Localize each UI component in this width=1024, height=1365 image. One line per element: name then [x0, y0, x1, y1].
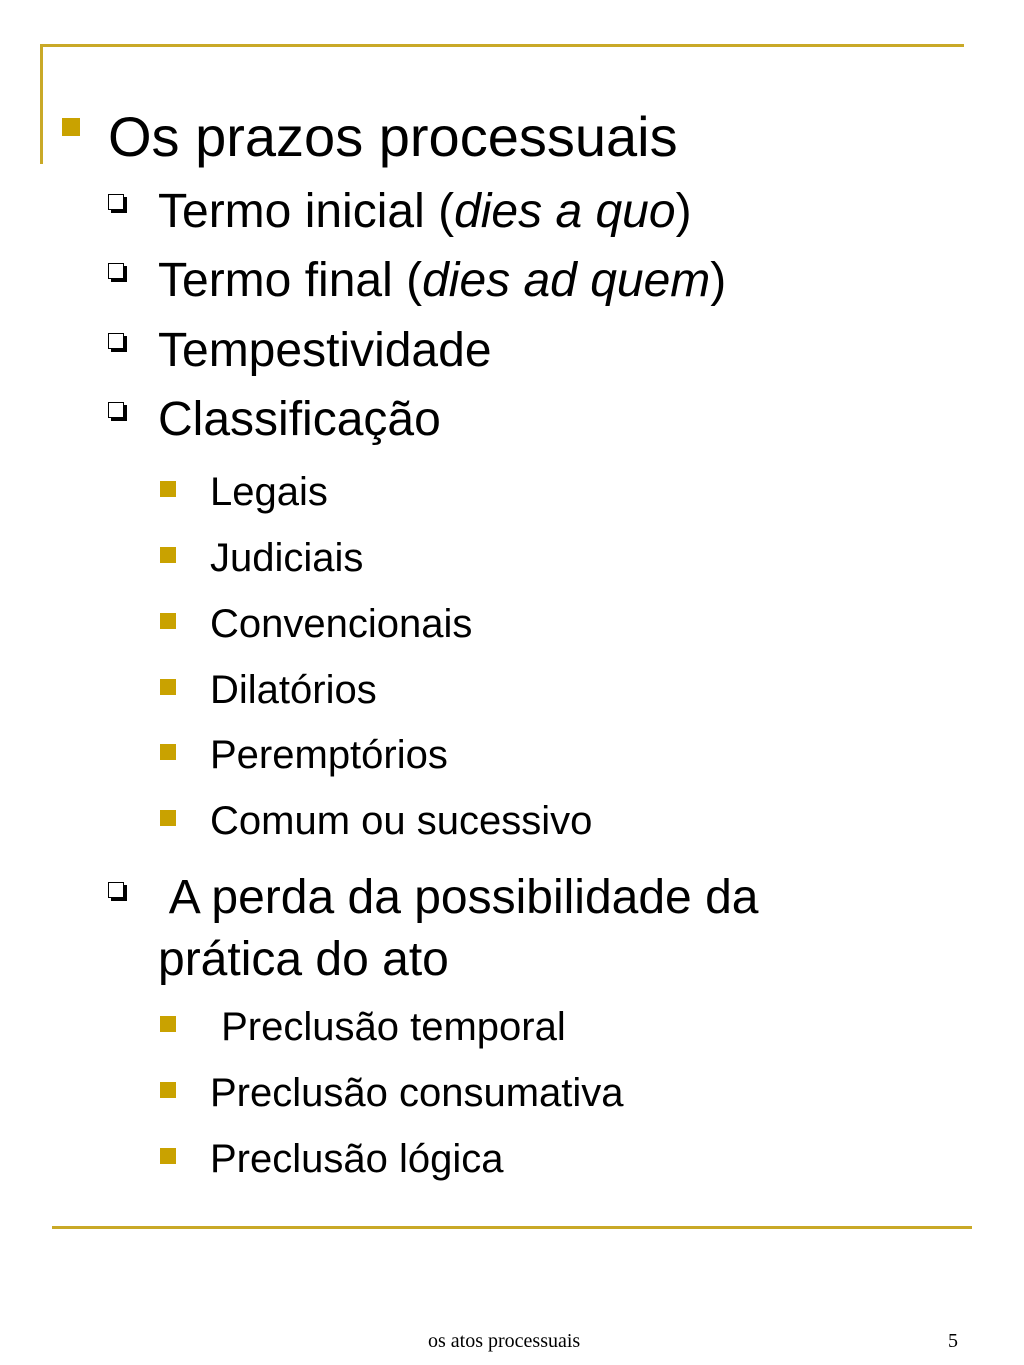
square-bullet-icon: [160, 547, 176, 563]
hollow-square-bullet-icon: [108, 882, 124, 898]
item-termo-final: [158, 253, 726, 308]
hollow-square-bullet-icon: [108, 194, 124, 210]
list-item: Dilatórios: [210, 668, 377, 712]
square-bullet-icon: [160, 1148, 176, 1164]
square-bullet-icon: [160, 744, 176, 760]
item-italic: dies ad quem: [422, 254, 711, 307]
hollow-square-bullet-icon: [108, 263, 124, 279]
square-bullet-icon: [160, 679, 176, 695]
hollow-square-bullet-icon: [108, 402, 124, 418]
item-close: ): [675, 185, 692, 238]
square-bullet-icon: [62, 118, 80, 136]
item-text: Termo inicial (: [158, 185, 455, 238]
slide-heading: Os prazos processuais: [108, 105, 678, 168]
item-close: ): [710, 254, 727, 307]
footer-title: os atos processuais: [428, 1330, 581, 1352]
hollow-square-bullet-icon: [108, 333, 124, 349]
item-perda-line2: prática do ato: [158, 933, 449, 986]
left-rule: [40, 44, 43, 164]
square-bullet-icon: [160, 1082, 176, 1098]
item-termo-inicial: [158, 184, 692, 239]
item-classificacao: Classificação: [158, 393, 441, 446]
square-bullet-icon: [160, 810, 176, 826]
square-bullet-icon: [160, 481, 176, 497]
page-number: 5: [948, 1330, 958, 1352]
list-item: Legais: [210, 470, 328, 514]
list-item: Judiciais: [210, 536, 364, 580]
item-italic: dies a quo: [454, 185, 676, 238]
list-item: Preclusão temporal: [210, 1005, 566, 1049]
square-bullet-icon: [160, 613, 176, 629]
list-item: Peremptórios: [210, 733, 448, 777]
item-text: Termo final (: [158, 254, 423, 307]
item-tempestividade: Tempestividade: [158, 324, 492, 377]
list-item: Preclusão consumativa: [210, 1071, 624, 1115]
list-item: Convencionais: [210, 602, 473, 646]
list-item: Comum ou sucessivo: [210, 799, 593, 843]
list-item: Preclusão lógica: [210, 1137, 504, 1181]
item-perda-line1: A perda da possibilidade da: [158, 871, 759, 924]
top-rule: [40, 44, 964, 47]
bottom-rule: [52, 1226, 972, 1229]
square-bullet-icon: [160, 1016, 176, 1032]
